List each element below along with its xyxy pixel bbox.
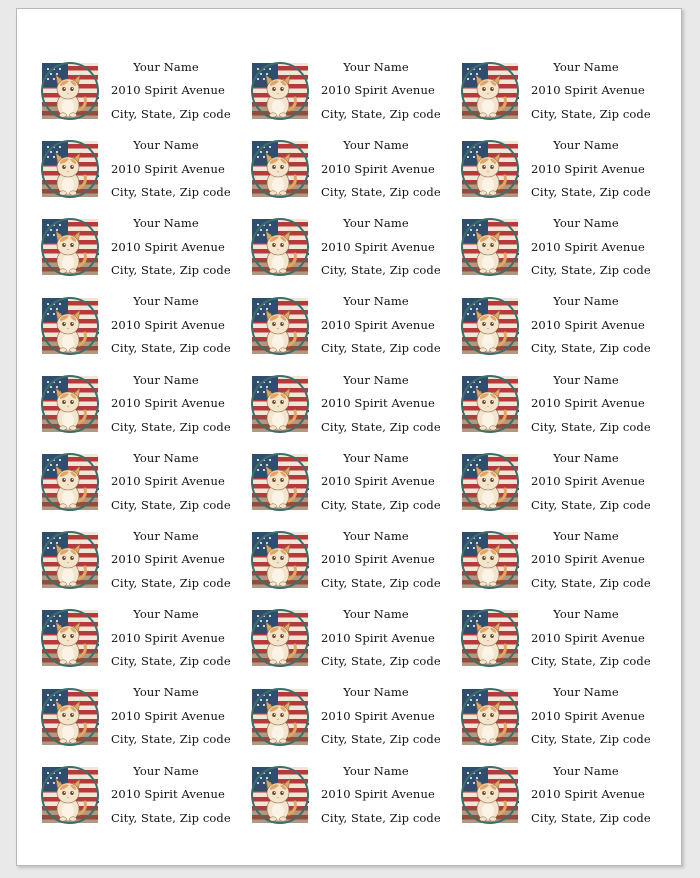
label-name: Your Name — [553, 528, 619, 543]
cat-flag-badge-image — [459, 451, 521, 513]
cat-flag-badge-image — [39, 451, 101, 513]
label-name: Your Name — [343, 763, 409, 778]
label-street: 2010 Spirit Avenue — [531, 474, 645, 489]
label-street: 2010 Spirit Avenue — [321, 396, 435, 411]
address-label[interactable] — [249, 208, 459, 286]
label-city-line: City, State, Zip code — [531, 810, 651, 825]
address-block — [111, 603, 231, 674]
label-name: Your Name — [133, 763, 199, 778]
address-label[interactable] — [459, 52, 669, 130]
cat-flag-badge-image — [39, 295, 101, 357]
address-label[interactable] — [39, 756, 249, 834]
address-label[interactable] — [459, 756, 669, 834]
address-block — [111, 681, 231, 752]
address-label[interactable] — [39, 208, 249, 286]
cat-flag-badge-image — [249, 138, 311, 200]
address-block — [111, 447, 231, 518]
cat-flag-badge-icon — [249, 373, 311, 435]
cat-flag-badge-icon — [39, 529, 101, 591]
address-block — [531, 290, 651, 361]
cat-flag-badge-icon — [459, 686, 521, 748]
cat-flag-badge-image — [459, 529, 521, 591]
label-street: 2010 Spirit Avenue — [321, 161, 435, 176]
address-label[interactable] — [249, 678, 459, 756]
cat-flag-badge-icon — [459, 295, 521, 357]
label-city-line: City, State, Zip code — [531, 341, 651, 356]
label-city-line: City, State, Zip code — [531, 185, 651, 200]
address-label[interactable] — [249, 130, 459, 208]
cat-flag-badge-icon — [459, 451, 521, 513]
cat-flag-badge-icon — [39, 764, 101, 826]
cat-flag-badge-image — [459, 764, 521, 826]
label-city-line: City, State, Zip code — [531, 654, 651, 669]
address-block — [321, 212, 441, 283]
label-name: Your Name — [553, 216, 619, 231]
address-block — [111, 134, 231, 205]
cat-flag-badge-image — [249, 373, 311, 435]
address-label[interactable] — [39, 52, 249, 130]
address-label[interactable] — [39, 521, 249, 599]
label-name: Your Name — [133, 685, 199, 700]
cat-flag-badge-image — [249, 295, 311, 357]
cat-flag-badge-icon — [39, 216, 101, 278]
cat-flag-badge-icon — [459, 607, 521, 669]
address-label[interactable] — [249, 756, 459, 834]
label-city-line: City, State, Zip code — [321, 810, 441, 825]
address-label[interactable] — [39, 599, 249, 677]
label-name: Your Name — [553, 294, 619, 309]
label-city-line: City, State, Zip code — [111, 263, 231, 278]
label-city-line: City, State, Zip code — [321, 106, 441, 121]
address-block — [531, 681, 651, 752]
label-street: 2010 Spirit Avenue — [531, 552, 645, 567]
label-name: Your Name — [343, 138, 409, 153]
cat-flag-badge-image — [249, 529, 311, 591]
label-name: Your Name — [553, 59, 619, 74]
address-label[interactable] — [249, 287, 459, 365]
label-street: 2010 Spirit Avenue — [531, 239, 645, 254]
label-street: 2010 Spirit Avenue — [111, 83, 225, 98]
cat-flag-badge-image — [249, 216, 311, 278]
label-name: Your Name — [133, 528, 199, 543]
label-city-line: City, State, Zip code — [531, 732, 651, 747]
label-street: 2010 Spirit Avenue — [531, 317, 645, 332]
cat-flag-badge-icon — [459, 764, 521, 826]
cat-flag-badge-image — [459, 216, 521, 278]
label-street: 2010 Spirit Avenue — [111, 630, 225, 645]
label-street: 2010 Spirit Avenue — [321, 552, 435, 567]
label-name: Your Name — [343, 216, 409, 231]
cat-flag-badge-icon — [249, 451, 311, 513]
label-grid — [39, 52, 669, 834]
address-block — [531, 525, 651, 596]
label-city-line: City, State, Zip code — [531, 575, 651, 590]
address-block — [531, 760, 651, 831]
label-city-line: City, State, Zip code — [531, 419, 651, 434]
cat-flag-badge-image — [459, 373, 521, 435]
label-street: 2010 Spirit Avenue — [321, 787, 435, 802]
label-city-line: City, State, Zip code — [111, 497, 231, 512]
address-block — [531, 603, 651, 674]
cat-flag-badge-image — [249, 764, 311, 826]
cat-flag-badge-icon — [39, 60, 101, 122]
cat-flag-badge-icon — [249, 686, 311, 748]
address-label[interactable] — [249, 599, 459, 677]
address-label[interactable] — [249, 521, 459, 599]
cat-flag-badge-image — [459, 295, 521, 357]
cat-flag-badge-image — [39, 60, 101, 122]
label-name: Your Name — [133, 59, 199, 74]
label-name: Your Name — [133, 372, 199, 387]
address-label[interactable] — [39, 287, 249, 365]
cat-flag-badge-icon — [459, 138, 521, 200]
label-city-line: City, State, Zip code — [321, 575, 441, 590]
address-block — [321, 525, 441, 596]
label-street: 2010 Spirit Avenue — [321, 83, 435, 98]
label-name: Your Name — [343, 450, 409, 465]
address-label[interactable] — [249, 365, 459, 443]
address-label[interactable] — [39, 130, 249, 208]
cat-flag-badge-icon — [459, 60, 521, 122]
cat-flag-badge-image — [249, 60, 311, 122]
label-street: 2010 Spirit Avenue — [531, 630, 645, 645]
label-street: 2010 Spirit Avenue — [111, 787, 225, 802]
address-label[interactable] — [459, 208, 669, 286]
label-city-line: City, State, Zip code — [321, 732, 441, 747]
cat-flag-badge-icon — [249, 764, 311, 826]
label-city-line: City, State, Zip code — [531, 263, 651, 278]
label-street: 2010 Spirit Avenue — [321, 317, 435, 332]
label-city-line: City, State, Zip code — [321, 185, 441, 200]
label-street: 2010 Spirit Avenue — [111, 161, 225, 176]
label-city-line: City, State, Zip code — [111, 185, 231, 200]
address-block — [111, 760, 231, 831]
cat-flag-badge-image — [39, 216, 101, 278]
label-street: 2010 Spirit Avenue — [111, 552, 225, 567]
address-label[interactable] — [249, 52, 459, 130]
cat-flag-badge-image — [459, 138, 521, 200]
address-block — [321, 369, 441, 440]
label-street: 2010 Spirit Avenue — [321, 630, 435, 645]
address-block — [111, 212, 231, 283]
address-block — [531, 56, 651, 127]
cat-flag-badge-image — [249, 451, 311, 513]
label-street: 2010 Spirit Avenue — [111, 708, 225, 723]
label-name: Your Name — [343, 685, 409, 700]
label-street: 2010 Spirit Avenue — [321, 474, 435, 489]
address-block — [321, 290, 441, 361]
label-name: Your Name — [133, 294, 199, 309]
cat-flag-badge-icon — [39, 138, 101, 200]
label-street: 2010 Spirit Avenue — [531, 396, 645, 411]
cat-flag-badge-image — [39, 138, 101, 200]
cat-flag-badge-icon — [39, 451, 101, 513]
address-label[interactable] — [459, 287, 669, 365]
address-block — [531, 447, 651, 518]
cat-flag-badge-icon — [459, 373, 521, 435]
address-label[interactable] — [459, 365, 669, 443]
cat-flag-badge-icon — [249, 295, 311, 357]
cat-flag-badge-icon — [249, 607, 311, 669]
address-label[interactable] — [39, 443, 249, 521]
label-name: Your Name — [553, 372, 619, 387]
cat-flag-badge-icon — [249, 216, 311, 278]
label-street: 2010 Spirit Avenue — [531, 708, 645, 723]
label-city-line: City, State, Zip code — [321, 497, 441, 512]
address-label[interactable] — [39, 365, 249, 443]
address-block — [111, 290, 231, 361]
cat-flag-badge-icon — [459, 216, 521, 278]
label-city-line: City, State, Zip code — [321, 341, 441, 356]
cat-flag-badge-image — [39, 764, 101, 826]
label-street: 2010 Spirit Avenue — [111, 239, 225, 254]
label-name: Your Name — [553, 450, 619, 465]
label-street: 2010 Spirit Avenue — [111, 474, 225, 489]
cat-flag-badge-image — [39, 529, 101, 591]
cat-flag-badge-icon — [39, 607, 101, 669]
cat-flag-badge-icon — [39, 295, 101, 357]
address-block — [111, 369, 231, 440]
cat-flag-badge-icon — [39, 686, 101, 748]
label-street: 2010 Spirit Avenue — [111, 396, 225, 411]
address-label[interactable] — [459, 521, 669, 599]
address-block — [111, 56, 231, 127]
address-label[interactable] — [249, 443, 459, 521]
label-name: Your Name — [133, 607, 199, 622]
label-city-line: City, State, Zip code — [111, 419, 231, 434]
cat-flag-badge-icon — [459, 529, 521, 591]
label-name: Your Name — [343, 372, 409, 387]
address-block — [531, 212, 651, 283]
label-street: 2010 Spirit Avenue — [321, 708, 435, 723]
label-name: Your Name — [553, 763, 619, 778]
address-block — [531, 369, 651, 440]
label-name: Your Name — [553, 685, 619, 700]
address-label[interactable] — [459, 678, 669, 756]
cat-flag-badge-image — [459, 686, 521, 748]
label-street: 2010 Spirit Avenue — [531, 787, 645, 802]
label-name: Your Name — [343, 59, 409, 74]
cat-flag-badge-icon — [249, 138, 311, 200]
label-city-line: City, State, Zip code — [321, 419, 441, 434]
cat-flag-badge-image — [459, 607, 521, 669]
label-name: Your Name — [553, 138, 619, 153]
label-city-line: City, State, Zip code — [321, 263, 441, 278]
cat-flag-badge-image — [39, 686, 101, 748]
cat-flag-badge-icon — [39, 373, 101, 435]
address-block — [321, 760, 441, 831]
address-label[interactable] — [459, 130, 669, 208]
address-block — [321, 603, 441, 674]
cat-flag-badge-icon — [249, 529, 311, 591]
address-label[interactable] — [39, 678, 249, 756]
label-city-line: City, State, Zip code — [111, 654, 231, 669]
label-name: Your Name — [133, 138, 199, 153]
label-name: Your Name — [343, 294, 409, 309]
cat-flag-badge-image — [39, 607, 101, 669]
address-block — [321, 134, 441, 205]
label-street: 2010 Spirit Avenue — [111, 317, 225, 332]
label-city-line: City, State, Zip code — [111, 106, 231, 121]
label-street: 2010 Spirit Avenue — [531, 161, 645, 176]
cat-flag-badge-image — [39, 373, 101, 435]
address-label[interactable] — [459, 599, 669, 677]
address-block — [321, 447, 441, 518]
label-city-line: City, State, Zip code — [111, 810, 231, 825]
cat-flag-badge-image — [249, 607, 311, 669]
label-name: Your Name — [133, 216, 199, 231]
label-street: 2010 Spirit Avenue — [531, 83, 645, 98]
label-sheet-page — [16, 8, 682, 866]
label-city-line: City, State, Zip code — [111, 575, 231, 590]
label-street: 2010 Spirit Avenue — [321, 239, 435, 254]
label-city-line: City, State, Zip code — [321, 654, 441, 669]
label-name: Your Name — [133, 450, 199, 465]
address-block — [321, 56, 441, 127]
address-block — [531, 134, 651, 205]
cat-flag-badge-icon — [249, 60, 311, 122]
label-name: Your Name — [343, 607, 409, 622]
address-label[interactable] — [459, 443, 669, 521]
cat-flag-badge-image — [249, 686, 311, 748]
label-city-line: City, State, Zip code — [531, 497, 651, 512]
address-block — [321, 681, 441, 752]
cat-flag-badge-image — [459, 60, 521, 122]
label-city-line: City, State, Zip code — [111, 341, 231, 356]
label-name: Your Name — [553, 607, 619, 622]
label-name: Your Name — [343, 528, 409, 543]
label-city-line: City, State, Zip code — [531, 106, 651, 121]
address-block — [111, 525, 231, 596]
label-city-line: City, State, Zip code — [111, 732, 231, 747]
